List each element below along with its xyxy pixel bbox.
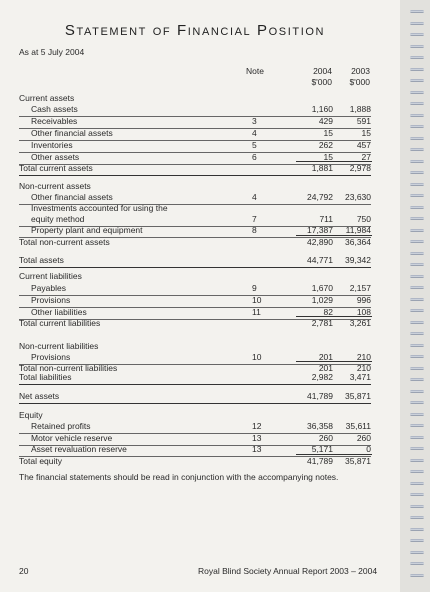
table-row: [19, 104, 371, 115]
row-label: Non-current assets: [19, 181, 91, 191]
table-row: [19, 421, 371, 432]
table-row: [19, 410, 371, 421]
row-label: Current liabilities: [19, 271, 82, 281]
row-label: Receivables: [31, 116, 78, 126]
value-2004: 1,670: [311, 283, 333, 293]
row-label: Inventories: [31, 140, 73, 150]
statement-title: Statement of Financial Position: [64, 22, 326, 39]
row-label: Other financial assets: [31, 192, 113, 202]
table-row: [19, 116, 371, 127]
binding-ring: [410, 574, 424, 577]
binding-ring: [410, 470, 424, 473]
table-row: [19, 214, 371, 225]
table-row: [19, 341, 371, 352]
row-note: 9: [252, 283, 257, 293]
unit-2003-label: $'000: [349, 77, 370, 87]
value-2004: 82: [323, 307, 333, 317]
row-label: Net assets: [19, 391, 60, 401]
binding-ring: [410, 562, 424, 565]
binding-ring: [410, 56, 424, 59]
report-name: Royal Blind Society Annual Report 2003 – 2004: [198, 566, 378, 576]
table-row: [19, 318, 371, 329]
binding-ring: [410, 390, 424, 393]
value-2003: 210: [356, 352, 371, 362]
binding-ring: [410, 114, 424, 117]
subtotal-rule: [296, 161, 372, 162]
binding-ring: [410, 91, 424, 94]
row-label: Investments accounted for using the: [31, 203, 168, 213]
table-row: [19, 391, 371, 402]
binding-ring: [410, 436, 424, 439]
value-2003: 23,630: [345, 192, 371, 202]
table-row: [19, 271, 371, 282]
row-note: 10: [252, 352, 262, 362]
binding-ring: [410, 321, 424, 324]
row-label: Other assets: [31, 152, 80, 162]
row-label: Other financial assets: [31, 128, 113, 138]
row-label: Total liabilities: [19, 372, 72, 382]
binding-ring: [410, 137, 424, 140]
binding-ring: [410, 33, 424, 36]
value-2004: 260: [318, 433, 333, 443]
year-2004-label: 2004: [313, 66, 332, 76]
binding-ring: [410, 482, 424, 485]
binding-ring: [410, 263, 424, 266]
row-label: Asset revaluation reserve: [31, 444, 127, 454]
binding-ring: [410, 401, 424, 404]
table-row: [19, 433, 371, 444]
row-label: Provisions: [31, 352, 71, 362]
value-2004: 15: [323, 152, 333, 162]
value-2004: 2,982: [311, 372, 333, 382]
value-2003: 260: [356, 433, 371, 443]
binding-ring: [410, 493, 424, 496]
binding-ring: [410, 275, 424, 278]
value-2004: 1,029: [311, 295, 333, 305]
value-2003: 35,871: [345, 391, 371, 401]
row-label: Current assets: [19, 93, 75, 103]
unit-2004-label: $'000: [311, 77, 332, 87]
row-note: 11: [252, 307, 261, 317]
binding-ring: [410, 344, 424, 347]
value-2003: 2,157: [349, 283, 371, 293]
row-label: Total current liabilities: [19, 318, 101, 328]
subtotal-rule: [296, 316, 372, 317]
table-row: [19, 456, 371, 467]
binding-ring: [410, 217, 424, 220]
row-note: 3: [252, 116, 257, 126]
value-2004: 17,387: [307, 225, 333, 235]
binding-ring: [410, 551, 424, 554]
value-2003: 15: [361, 128, 371, 138]
value-2004: 1,160: [311, 104, 333, 114]
binding-ring: [410, 10, 424, 13]
binding-ring: [410, 528, 424, 531]
binding-ring: [410, 286, 424, 289]
table-row: [19, 372, 371, 383]
binding-ring: [410, 459, 424, 462]
binding-ring: [410, 298, 424, 301]
binding-ring: [410, 183, 424, 186]
row-label: Provisions: [31, 295, 71, 305]
value-2004: 42,890: [307, 237, 333, 247]
value-2004: 44,771: [307, 255, 333, 265]
row-label: Payables: [31, 283, 66, 293]
value-2003: 457: [356, 140, 371, 150]
value-2003: 210: [356, 363, 371, 373]
year-2003-label: 2003: [351, 66, 370, 76]
binding-ring: [410, 413, 424, 416]
row-label: Other liabilities: [31, 307, 87, 317]
binding-ring: [410, 367, 424, 370]
binding-ring: [410, 206, 424, 209]
row-label: equity method: [31, 214, 85, 224]
value-2004: 429: [318, 116, 333, 126]
value-2003: 0: [366, 444, 371, 454]
row-label: Non-current liabilities: [19, 341, 99, 351]
binding-ring: [410, 148, 424, 151]
value-2004: 2,781: [311, 318, 333, 328]
table-row: [19, 93, 371, 104]
row-label: Total non-current assets: [19, 237, 110, 247]
binding-ring: [410, 22, 424, 25]
subtotal-rule: [296, 235, 372, 236]
table-row: [19, 163, 371, 174]
note-header-label: Note: [246, 66, 264, 76]
row-note: 7: [252, 214, 257, 224]
value-2003: 3,471: [349, 372, 371, 382]
page-number: 20: [19, 566, 29, 576]
row-note: 13: [252, 433, 262, 443]
row-note: 4: [252, 192, 257, 202]
table-row: [19, 203, 371, 214]
value-2003: 996: [356, 295, 371, 305]
row-note: 4: [252, 128, 257, 138]
binding-ring: [410, 79, 424, 82]
row-note: 5: [252, 140, 257, 150]
row-note: 13: [252, 444, 262, 454]
binding-ring: [410, 45, 424, 48]
binding-ring: [410, 424, 424, 427]
binding-ring: [410, 355, 424, 358]
row-label: Equity: [19, 410, 43, 420]
table-row: [19, 283, 371, 294]
value-2003: 11,984: [345, 225, 371, 235]
table-row: [19, 237, 371, 248]
binding-ring: [410, 309, 424, 312]
value-2004: 5,171: [311, 444, 333, 454]
value-2004: 262: [318, 140, 333, 150]
row-label: Retained profits: [31, 421, 91, 431]
binding-ring: [410, 68, 424, 71]
table-row: [19, 128, 371, 139]
table-row: [19, 140, 371, 151]
value-2004: 41,789: [307, 456, 333, 466]
binding-ring: [410, 378, 424, 381]
binding-ring: [410, 505, 424, 508]
row-label: Total non-current liabilities: [19, 363, 118, 373]
row-label: Total current assets: [19, 163, 93, 173]
subtotal-rule: [296, 454, 372, 455]
value-2003: 36,364: [345, 237, 371, 247]
table-row: [19, 295, 371, 306]
value-2003: 35,871: [345, 456, 371, 466]
value-2003: 35,611: [345, 421, 371, 431]
binding-ring: [410, 539, 424, 542]
footnote: The financial statements should be read in conjunction with the accompanying notes.: [19, 472, 339, 482]
as-at-date: As at 5 July 2004: [19, 47, 85, 57]
value-2003: 750: [356, 214, 371, 224]
row-label: Total assets: [19, 255, 64, 265]
value-2003: 2,978: [349, 163, 371, 173]
row-note: 10: [252, 295, 262, 305]
value-2003: 1,888: [349, 104, 371, 114]
value-2003: 3,261: [349, 318, 371, 328]
year-2004-header: [296, 66, 332, 88]
value-2004: 41,789: [307, 391, 333, 401]
binding-ring: [410, 102, 424, 105]
binding-ring: [410, 194, 424, 197]
subtotal-rule: [296, 361, 372, 362]
value-2003: 39,342: [345, 255, 371, 265]
spiral-binding: [400, 0, 430, 592]
binding-ring: [410, 240, 424, 243]
row-label: Cash assets: [31, 104, 78, 114]
value-2003: 27: [361, 152, 371, 162]
binding-ring: [410, 252, 424, 255]
binding-ring: [410, 516, 424, 519]
value-2004: 201: [318, 363, 333, 373]
row-label: Total equity: [19, 456, 62, 466]
value-2004: 201: [318, 352, 333, 362]
binding-ring: [410, 125, 424, 128]
binding-ring: [410, 229, 424, 232]
table-row: [19, 181, 371, 192]
value-2004: 36,358: [307, 421, 333, 431]
row-note: 12: [252, 421, 262, 431]
value-2004: 24,792: [307, 192, 333, 202]
binding-ring: [410, 171, 424, 174]
table-row: [19, 255, 371, 266]
value-2003: 591: [356, 116, 371, 126]
row-label: Property plant and equipment: [31, 225, 143, 235]
table-row: [19, 192, 371, 203]
value-2004: 15: [323, 128, 333, 138]
value-2004: 711: [319, 214, 333, 224]
binding-ring: [410, 160, 424, 163]
note-column-header: [246, 66, 264, 77]
binding-ring: [410, 332, 424, 335]
value-2004: 1,881: [311, 163, 333, 173]
row-note: 6: [252, 152, 257, 162]
binding-ring: [410, 447, 424, 450]
value-2003: 108: [356, 307, 371, 317]
row-note: 8: [252, 225, 257, 235]
row-label: Motor vehicle reserve: [31, 433, 113, 443]
year-2003-header: [334, 66, 370, 88]
